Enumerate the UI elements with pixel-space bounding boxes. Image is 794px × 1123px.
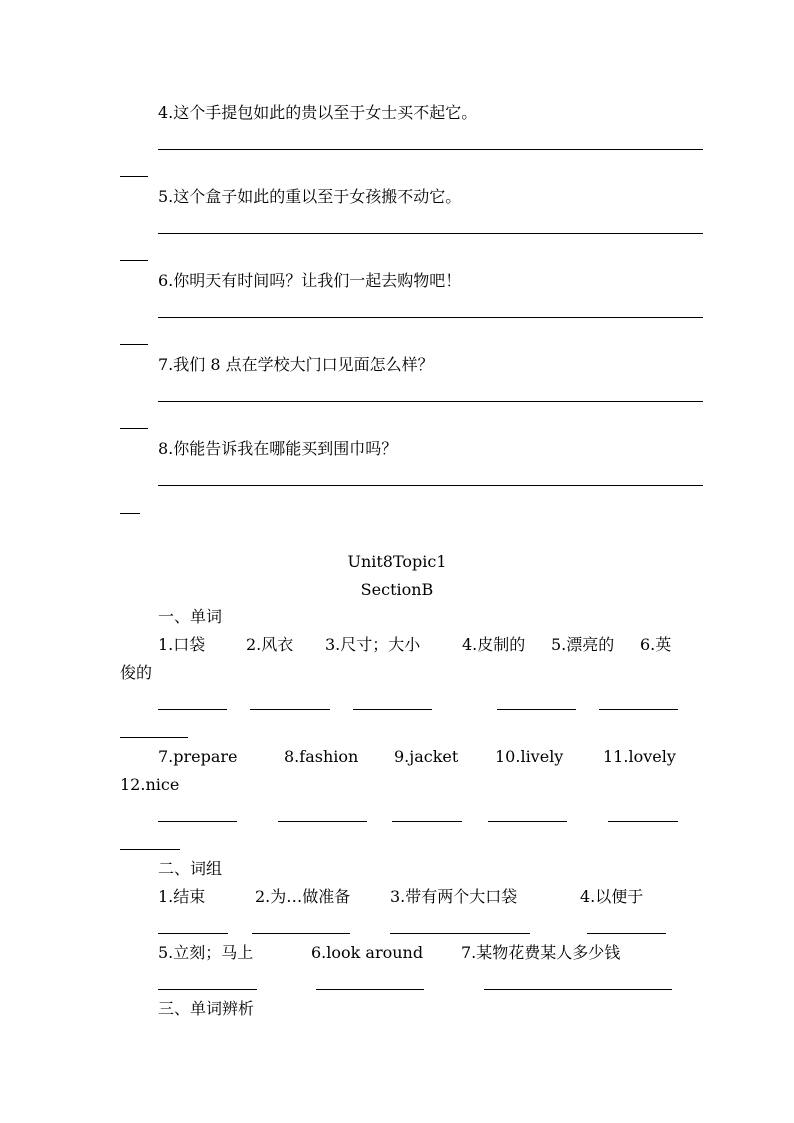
question-text: 7.我们 8 点在学校大门口见面怎么样？	[158, 355, 434, 374]
answer-blank[interactable]	[587, 933, 666, 934]
question-text: 4.这个手提包如此的贵以至于女士买不起它。	[158, 103, 478, 122]
phrase-item: 2.为…做准备	[255, 887, 351, 906]
answer-blank[interactable]	[120, 849, 180, 850]
unit-title: Unit8Topic1	[347, 552, 447, 571]
word-item: 1.口袋	[158, 635, 206, 654]
answer-blank[interactable]	[353, 709, 432, 710]
section-title: SectionB	[360, 580, 434, 599]
phrase-item: 4.以便于	[580, 887, 644, 906]
answer-line-tail	[120, 428, 148, 429]
word-item: 8.fashion	[284, 747, 359, 766]
answer-blank[interactable]	[599, 709, 678, 710]
answer-line[interactable]	[158, 233, 703, 234]
question-text: 8.你能告诉我在哪能买到围巾吗？	[158, 439, 398, 458]
answer-line-tail	[120, 260, 148, 261]
word-item: 6.英	[640, 635, 672, 654]
answer-blank[interactable]	[158, 709, 227, 710]
answer-blank[interactable]	[497, 709, 576, 710]
word-item: 11.lovely	[603, 747, 676, 766]
word-item: 9.jacket	[394, 747, 459, 766]
word-item: 7.prepare	[158, 747, 238, 766]
answer-line[interactable]	[158, 485, 703, 486]
phrase-item: 3.带有两个大口袋	[390, 887, 518, 906]
question-text: 5.这个盒子如此的重以至于女孩搬不动它。	[158, 187, 462, 206]
word-item: 3.尺寸；大小	[325, 635, 421, 654]
answer-blank[interactable]	[250, 709, 330, 710]
phrase-item: 7.某物花费某人多少钱	[461, 943, 621, 962]
answer-blank[interactable]	[158, 821, 237, 822]
answer-line-tail	[120, 176, 148, 177]
answer-blank[interactable]	[392, 821, 462, 822]
word-item: 5.漂亮的	[551, 635, 615, 654]
answer-blank[interactable]	[484, 989, 672, 990]
answer-line[interactable]	[158, 149, 703, 150]
answer-blank[interactable]	[390, 933, 530, 934]
answer-blank[interactable]	[488, 821, 567, 822]
answer-blank[interactable]	[278, 821, 367, 822]
answer-line-tail	[120, 344, 148, 345]
phrase-item: 1.结束	[158, 887, 206, 906]
question-text: 6.你明天有时间吗？让我们一起去购物吧！	[158, 271, 462, 290]
answer-line-tail	[120, 513, 140, 514]
word-item: 2.风衣	[246, 635, 294, 654]
phrase-item: 6.look around	[311, 943, 424, 962]
part1-heading: 一、单词	[158, 607, 223, 626]
answer-blank[interactable]	[608, 821, 678, 822]
answer-blank[interactable]	[252, 933, 350, 934]
part2-heading: 二、词组	[158, 859, 223, 878]
answer-blank[interactable]	[316, 989, 424, 990]
word-item-wrap: 12.nice	[120, 775, 180, 794]
part3-heading: 三、单词辨析	[158, 999, 255, 1018]
answer-line[interactable]	[158, 317, 703, 318]
answer-line[interactable]	[158, 401, 703, 402]
word-item-wrap: 俊的	[120, 663, 153, 682]
word-item: 4.皮制的	[462, 635, 526, 654]
word-item: 10.lively	[495, 747, 564, 766]
phrase-item: 5.立刻；马上	[158, 943, 254, 962]
answer-blank[interactable]	[120, 737, 188, 738]
answer-blank[interactable]	[158, 989, 257, 990]
answer-blank[interactable]	[158, 933, 228, 934]
